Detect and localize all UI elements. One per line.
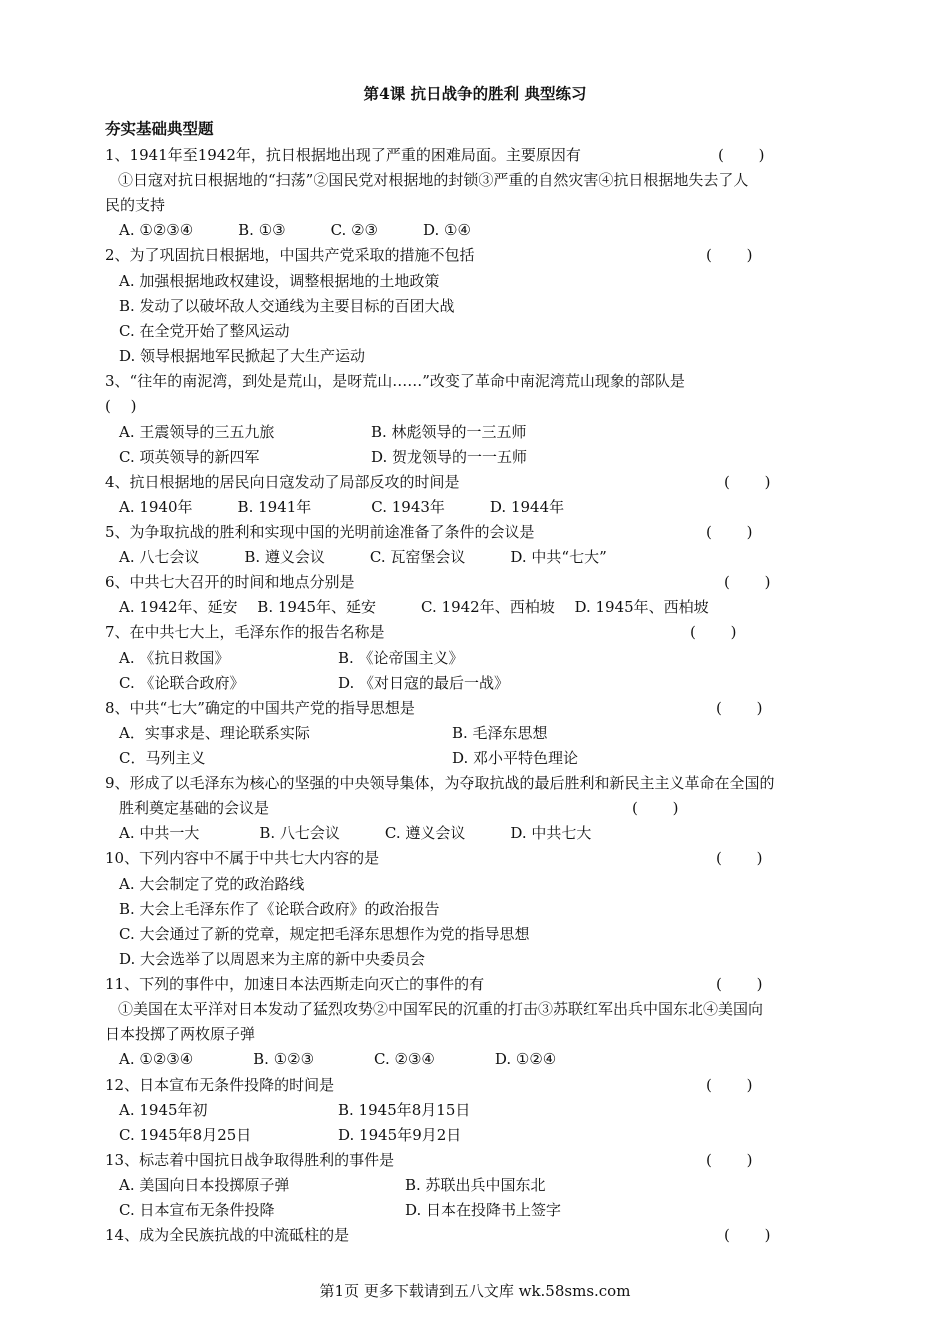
question-7-option-b: B. 《论帝国主义》	[338, 649, 464, 667]
question-9-options: A. 中共一大 B. 八七会议 C. 遵义会议 D. 中共七大	[119, 824, 592, 842]
question-10-option-b: B. 大会上毛泽东作了《论联合政府》的政治报告	[119, 900, 440, 918]
answer-blank-7: ( )	[690, 623, 737, 641]
question-2-stem: 2、为了巩固抗日根据地，中国共产党采取的措施不包括	[105, 246, 475, 264]
question-2-option-c: C. 在全党开始了整风运动	[119, 322, 290, 340]
question-12-option-d: D. 1945年9月2日	[338, 1126, 462, 1144]
question-13-option-c: C. 日本宣布无条件投降	[119, 1201, 275, 1219]
question-3-option-c: C. 项英领导的新四军	[119, 448, 260, 466]
answer-blank-11: ( )	[716, 975, 763, 993]
question-12-option-c: C. 1945年8月25日	[119, 1126, 252, 1144]
answer-blank-3: ( )	[105, 397, 137, 415]
question-8-option-b: B. 毛泽东思想	[452, 724, 548, 742]
question-8-option-c: C．马列主义	[119, 749, 206, 767]
question-10-option-c: C. 大会通过了新的党章，规定把毛泽东思想作为党的指导思想	[119, 925, 530, 943]
question-7-stem: 7、在中共七大上，毛泽东作的报告名称是	[105, 623, 385, 641]
question-11-options: A. ①②③④ B. ①②③ C. ②③④ D. ①②④	[119, 1050, 557, 1068]
question-2-option-a: A. 加强根据地政权建设，调整根据地的土地政策	[119, 272, 440, 290]
question-10-option-d: D. 大会选举了以周恩来为主席的新中央委员会	[119, 950, 426, 968]
question-1-options: A. ①②③④ B. ①③ C. ②③ D. ①④	[119, 221, 471, 239]
question-9-stem: 9、形成了以毛泽东为核心的坚强的中央领导集体，为夺取抗战的最后胜利和新民主主义革命在全国的	[105, 774, 775, 792]
answer-blank-13: ( )	[706, 1151, 753, 1169]
question-11-note-line-1: ①美国在太平洋对日本发动了猛烈攻势②中国军民的沉重的打击③苏联红军出兵中国东北④美国向	[118, 1000, 764, 1018]
question-12-option-b: B. 1945年8月15日	[338, 1101, 471, 1119]
question-2-option-b: B. 发动了以破坏敌人交通线为主要目标的百团大战	[119, 297, 455, 315]
question-1-stem: 1、1941年至1942年，抗日根据地出现了严重的困难局面。主要原因有	[105, 146, 581, 164]
answer-blank-1: ( )	[718, 146, 765, 164]
question-3-option-b: B. 林彪领导的一三五师	[371, 423, 527, 441]
section-heading: 夯实基础典型题	[105, 119, 214, 138]
question-4-options: A. 1940年 B. 1941年 C. 1943年 D. 1944年	[119, 498, 565, 516]
question-10-option-a: A. 大会制定了党的政治路线	[119, 875, 305, 893]
question-4-stem: 4、抗日根据地的居民向日寇发动了局部反攻的时间是	[105, 473, 460, 491]
question-3-option-d: D. 贺龙领导的一一五师	[371, 448, 528, 466]
question-8-option-d: D. 邓小平特色理论	[452, 749, 579, 767]
question-11-stem: 11、下列的事件中，加速日本法西斯走向灭亡的事件的有	[105, 975, 485, 993]
answer-blank-5: ( )	[706, 523, 753, 541]
question-7-option-a: A. 《抗日救国》	[119, 649, 230, 667]
answer-blank-12: ( )	[706, 1076, 753, 1094]
question-3-option-a: A. 王震领导的三五九旅	[119, 423, 275, 441]
question-8-stem: 8、中共“七大”确定的中国共产党的指导思想是	[105, 699, 415, 717]
answer-blank-2: ( )	[706, 246, 753, 264]
question-3-stem: 3、“往年的南泥湾，到处是荒山，是呀荒山……”改变了革命中南泥湾荒山现象的部队是	[105, 372, 685, 390]
question-12-option-a: A. 1945年初	[119, 1101, 208, 1119]
answer-blank-9: ( )	[632, 799, 679, 817]
answer-blank-6: ( )	[724, 573, 771, 591]
question-7-option-c: C. 《论联合政府》	[119, 674, 245, 692]
answer-blank-10: ( )	[716, 849, 763, 867]
question-8-option-a: A．实事求是、理论联系实际	[119, 724, 310, 742]
answer-blank-14: ( )	[724, 1226, 771, 1244]
question-1-note-line-2: 民的支持	[105, 196, 166, 214]
question-5-stem: 5、为争取抗战的胜利和实现中国的光明前途准备了条件的会议是	[105, 523, 535, 541]
question-6-options: A. 1942年、延安 B. 1945年、延安 C. 1942年、西柏坡 D. 1945年、西柏坡	[119, 598, 709, 616]
question-9-stem-continued: 胜利奠定基础的会议是	[119, 799, 270, 817]
question-7-option-d: D. 《对日寇的最后一战》	[338, 674, 510, 692]
question-13-stem: 13、标志着中国抗日战争取得胜利的事件是	[105, 1151, 395, 1169]
question-6-stem: 6、中共七大召开的时间和地点分别是	[105, 573, 355, 591]
question-1-note-line-1: ①日寇对抗日根据地的“扫荡”②国民党对根据地的封锁③严重的自然灾害④抗日根据地失去了人	[118, 171, 749, 189]
question-12-stem: 12、日本宣布无条件投降的时间是	[105, 1076, 335, 1094]
question-14-stem: 14、成为全民族抗战的中流砥柱的是	[105, 1226, 350, 1244]
page-title: 第4课 抗日战争的胜利 典型练习	[363, 84, 587, 103]
question-2-option-d: D. 领导根据地军民掀起了大生产运动	[119, 347, 366, 365]
question-5-options: A. 八七会议 B. 遵义会议 C. 瓦窑堡会议 D. 中共“七大”	[119, 548, 607, 566]
question-10-stem: 10、下列内容中不属于中共七大内容的是	[105, 849, 380, 867]
answer-blank-8: ( )	[716, 699, 763, 717]
page-footer: 第1页 更多下载请到五八文库 wk.58sms.com	[319, 1282, 631, 1300]
question-13-option-a: A. 美国向日本投掷原子弹	[119, 1176, 290, 1194]
question-13-option-b: B. 苏联出兵中国东北	[405, 1176, 546, 1194]
question-13-option-d: D. 日本在投降书上签字	[405, 1201, 562, 1219]
question-11-note-line-2: 日本投掷了两枚原子弹	[105, 1025, 256, 1043]
answer-blank-4: ( )	[724, 473, 771, 491]
